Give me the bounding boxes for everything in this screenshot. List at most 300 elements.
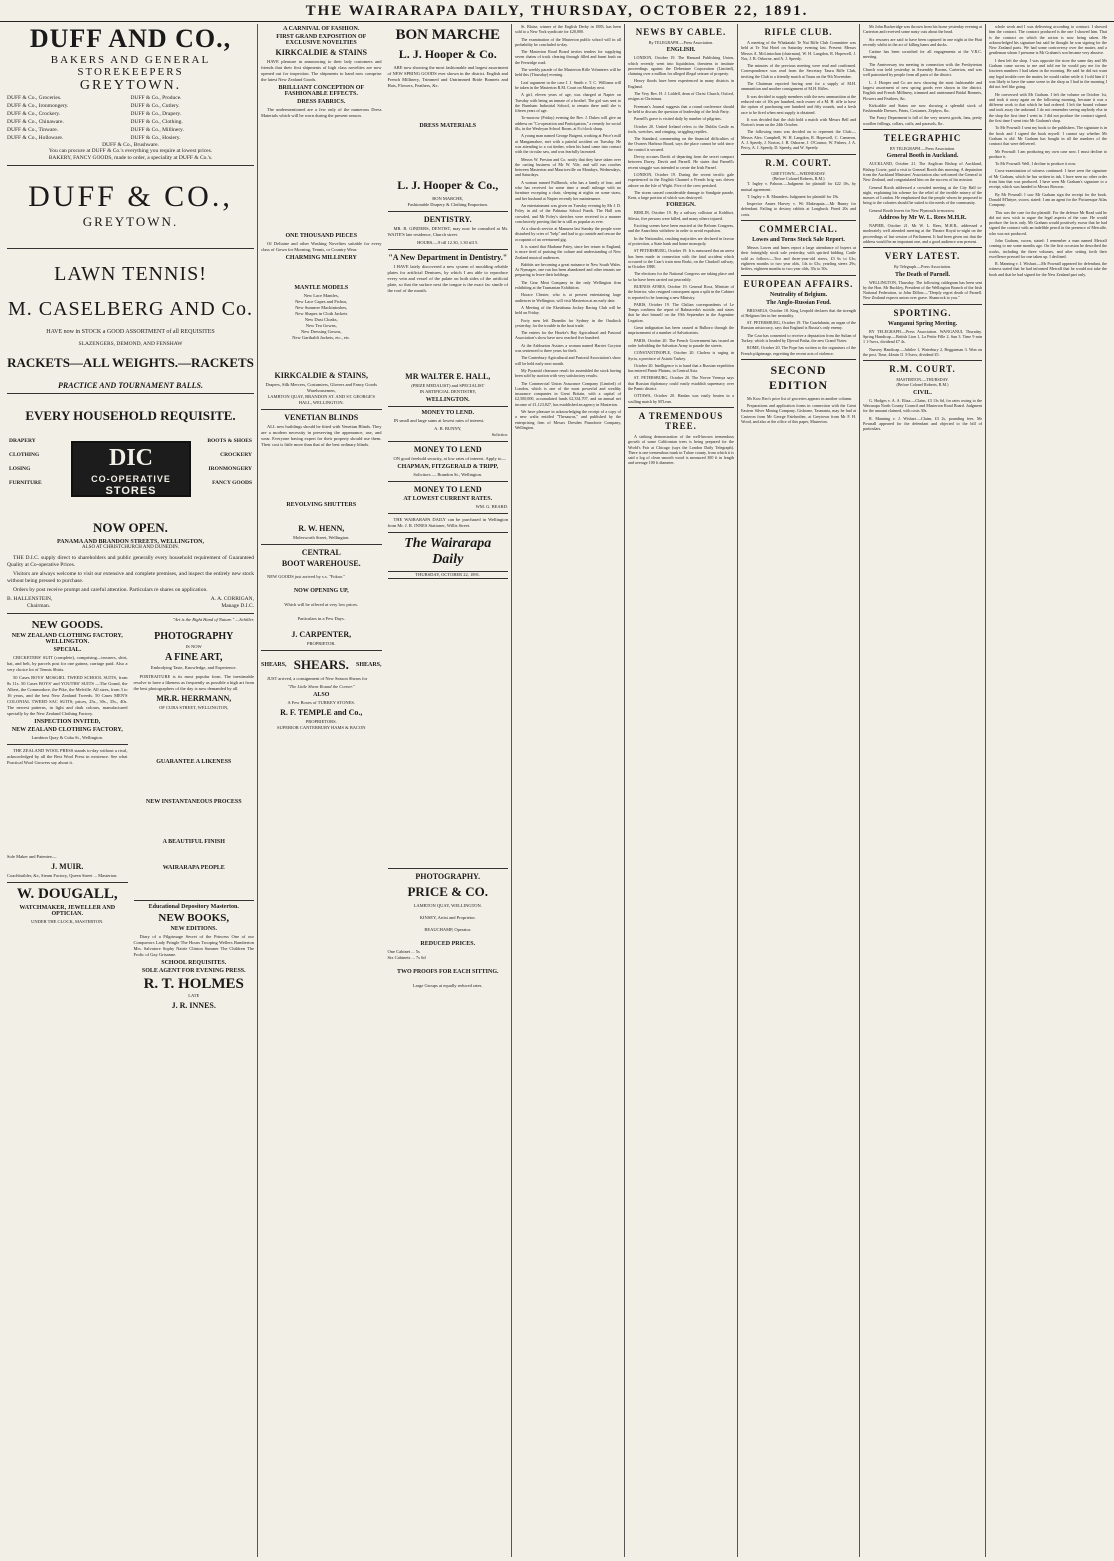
divider bbox=[388, 211, 509, 212]
cable-item: The storm caused considerable damage to Sandgate parade, Kent, a large portion of which was destroyed. bbox=[628, 189, 734, 201]
column-2 bbox=[257, 24, 511, 1557]
cable-item: The elections for the National Congress are taking place and so far have been carried out peaceably. bbox=[628, 271, 734, 282]
local-item: St. Blaise, winner of the English Derby in 1883, has been sold to a New York syndicate for £20,000. bbox=[515, 24, 621, 35]
divider bbox=[388, 441, 509, 442]
cases-text: 50 Cases BOYS' MOSGIEL TWEED SCHOOL SUITS, from 8s 11s. 50 Cases BOYS' and YOUTHS' SUITS —The Grand, the Albert, the Commodore, the Pike, the Melville. All sizes, from 3 to 16 years, and the best New Zealand Tweeds. 50 Cases MEN'S COLONIAL TWEED SAC SUITS; prices, 25s., 30s., 35s., 40s. The newest patterns, in light and dark colours, manufactured specially by the New Zealand Clothing Factory. bbox=[7, 675, 128, 716]
special-heading: SPECIAL. bbox=[53, 647, 81, 653]
household-heading: EVERY HOUSEHOLD REQUISITE. bbox=[25, 408, 236, 423]
nz-factory: NEW ZEALAND CLOTHING FACTORY, bbox=[11, 727, 123, 733]
rm-court-2-sub: MASTERTON.—THURSDAY. bbox=[896, 377, 949, 383]
dic-visitors: Visitors are always welcome to visit our extensive and complete premises, and inspect the entirely new stock without being pressed to purchase. bbox=[7, 571, 254, 584]
photo-quote: "Art is the Right Hand of Nature." —Schiller. bbox=[172, 617, 254, 622]
particulars-text: Particulars in a Few Days. bbox=[297, 616, 345, 621]
sporting-heading: SPORTING. bbox=[893, 307, 952, 318]
cable-item: PARIS, October 20. The French Government has issued an order forbidding the Salvation Army to parade the streets. bbox=[628, 337, 734, 348]
cable-item: LONDON, October 19. During the recent terrific gale experienced in the English Channel a French brig was driven ashore on the Isle of Wight. Five of the crew perished. bbox=[628, 171, 734, 188]
dougall-name: W. DOUGALL, bbox=[16, 886, 118, 902]
kinsey-line: KINSEY, Artist and Proprietor. bbox=[419, 915, 476, 920]
local-item: The Gear Meat Company in the only Wellington firm exhibiting at the Tasmanian Exhibition. bbox=[515, 279, 621, 291]
bunny-title: Solicitor. bbox=[491, 432, 508, 437]
dentistry-hours: HOURS.—9 till 12.30, 1.30 till 5. bbox=[417, 240, 479, 245]
second-edition-heading: SECOND EDITION bbox=[768, 362, 828, 392]
bunny-name: A. B. BUNNY, bbox=[434, 426, 462, 431]
two-proofs: TWO PROOFS FOR EACH SITTING. bbox=[396, 969, 499, 975]
fine-art-heading: A FINE ART, bbox=[164, 652, 223, 663]
cable-item: Freeman's Journal suggests that a round conference should be held to discuss the question of leadership of the Irish Party. bbox=[628, 103, 734, 114]
mantle-list bbox=[261, 293, 382, 341]
reduced-prices: REDUCED PRICES. bbox=[420, 941, 476, 947]
rifle-item: The Chairman reported having sent for a supply of M.H. ammunition and another consignment of M.H. Rifles. bbox=[741, 81, 856, 92]
local-item: The examination of the Masterton public school will in all probability be concluded to-day. bbox=[515, 36, 621, 47]
revolving-shutters: REVOLVING SHUTTERS bbox=[286, 502, 357, 508]
hooper2-address: Fashionable Drapery & Clothing Emporium. bbox=[407, 202, 489, 207]
telegraphic-source: BY TELEGRAPH.—Press Association. bbox=[889, 146, 956, 152]
court-report-item: John Graham, sworn, stated: I remember a man named Metcalf coming to me some months ago. On the first occasion he described the works, including the three volumes, and after setting forth their excellence pressed for one taken up. I declined. bbox=[989, 237, 1107, 259]
col1-lower-right bbox=[134, 617, 255, 1012]
very-latest-heading: VERY LATEST. bbox=[884, 251, 961, 262]
kirkcaldie-text: HAVE pleasure in announcing to their lady customers and friends that their first shipments of high class novelties are now opened out for inspection. The shipments to hand now comprise the latest New Zealand Goods. bbox=[261, 59, 382, 82]
dress-fabrics-heading: DRESS FABRICS. bbox=[297, 99, 346, 105]
dic-left-item: CLOTHING bbox=[9, 452, 40, 458]
rm-court-2-before: (Before Colonel Roberts, R.M.) bbox=[896, 382, 949, 388]
price-address: LAMBTON QUAY, WELLINGTON. bbox=[413, 903, 482, 908]
henn-name: R. W. HENN, bbox=[298, 524, 345, 533]
kirkcaldie2-heading: KIRKCALDIE & STAINS, bbox=[274, 371, 368, 380]
cable-item: BERLIN, October 19. By a railway collision at Kohlfurt, Silesia, five persons were killed, and many others injured. bbox=[628, 210, 734, 221]
commercial-item: Messrs Lowes and Innes report a large attendance of buyers at their fortnightly stock sale yesterday, with spirited bidding. Cattle sold as follows:—Two and three-year-old steers, £3 6s to £3s; eighteen months to two year olds, 14s to £3s; yearling steers 29s; heifers, eighteen months to two year olds, 35s to 50s. bbox=[741, 245, 856, 272]
carpenter-title: PROPRIETOR. bbox=[306, 641, 336, 646]
shears-side-left: SHEARS, bbox=[261, 662, 287, 668]
page-title: THE WAIRARAPA DAILY, THURSDAY, OCTOBER 22, 1891. bbox=[305, 3, 809, 19]
mantle-item: New Summer Mackintoshes, bbox=[295, 305, 348, 310]
divider bbox=[388, 868, 509, 869]
local-item: The Canterbury Agricultural and Pastoral Association's show will be held early next month. bbox=[515, 355, 621, 366]
dic-sig-right bbox=[131, 596, 255, 610]
dic-right-item: FANCY GOODS bbox=[212, 480, 252, 486]
mantle-item: New Dressing Gowns, bbox=[300, 329, 342, 334]
local-item: It is stated that Madame Patey, since her return to England, is more tired of praising the culture and understanding of New Zealand musical audiences. bbox=[515, 243, 621, 260]
carpenter-name: J. CARPENTER, bbox=[291, 630, 352, 639]
shears-text: JUST arrived, a consignment of New Season Shears for bbox=[267, 676, 368, 681]
new-goods-heading: NEW GOODS. bbox=[31, 619, 103, 631]
hooper2-heading: L. J. Hooper & Co., bbox=[397, 178, 499, 192]
shears-heading: SHEARS. bbox=[293, 657, 349, 672]
mantle-item: New Garibaldi Jackets, etc., etc. bbox=[292, 335, 351, 340]
rifle-item: It was decided to supply members with the new ammunition at the reduced rate of 10s per hundred, each owner of a M. H. rifle to have the option of purchasing one hundred and fifty rounds, and a fresh race to be fired when next supply is obtained. bbox=[741, 93, 856, 115]
duff-item: DUFF & Co., Ironmongery. bbox=[7, 103, 69, 109]
caselberg-brands: SLAZENGERS, DEMOND, AND FENSHAW bbox=[78, 341, 183, 347]
booth-heading: General Booth in Auckland. bbox=[886, 153, 959, 160]
local-item: A girl, eleven years of age, was charged at Napier on Tuesday with being an inmate of a brothel. The girl was sent to the Burnham Industrial School, to remain there until she is fifteen years of age. bbox=[515, 92, 621, 114]
civil-heading: CIVIL. bbox=[913, 389, 932, 396]
six-cabinets: Six Cabinets ... 7s 6d bbox=[387, 955, 426, 960]
divider bbox=[7, 744, 128, 745]
new-editions-heading: NEW EDITIONS. bbox=[170, 926, 218, 932]
dic-right-item: IRONMONGERY bbox=[208, 466, 252, 472]
court-item: R. Manning v. J. Wishart.—Claim, £3 2s, pounding fees. Mr Pownall appeared for the defendant and objected to the bill of particulars. bbox=[863, 415, 982, 432]
column-5 bbox=[737, 24, 859, 1557]
venetian-text: ALL new buildings should be fitted with Venetian Blinds. They are a modern necessity in preserving the appearance, use, and wear. Everyone having expert for their property should use them. Their cost is little more than that of the best ordinary blinds. bbox=[261, 424, 382, 447]
column-7 bbox=[985, 24, 1110, 1557]
practice-balls: PRACTICE AND TOURNAMENT BALLS. bbox=[58, 381, 203, 390]
duff-item: DUFF & Co., Drapery. bbox=[130, 111, 182, 117]
dic-orders: Orders by post receive prompt and careful attention. Particulars re shares on application. bbox=[13, 587, 208, 593]
cable-item: The Very Rev. H. J. Liddell, dean of Christ Church, Oxford, resigns at Christmas. bbox=[628, 91, 734, 102]
col2-left bbox=[261, 24, 382, 989]
col2-right bbox=[388, 24, 509, 989]
cable-item: LONDON, October 19. The Hansard Publishing Union, which recently went into liquidation, threatens to institute proceedings against the Debenture Corporation (Limited), claiming over a million for alleged illegal seizure of property. bbox=[628, 55, 734, 77]
cable-item: OTTAWA, October 20. Hanlan was easily beaten in a sculling match by M'Lean. bbox=[628, 393, 734, 404]
duff-item: DUFF & Co., Cutlery. bbox=[130, 103, 180, 109]
little-shear: "The Little Shear Round the Corner." bbox=[287, 684, 355, 689]
local-item: An entertainment was given on Tuesday evening by Mr J. D. Foley in aid of the Pahiatua School Funds. The Hall was crowded, and Mr Foley's sketches were received in a manner conclusively proving that he is still as popular as ever. bbox=[515, 202, 621, 224]
rifle-item: The following team was decided on to represent the Club:— Messrs Alex. Campbell, W. H. Langdon, R. Hopewell, C. Cameron, A. J. Speedy, J. Norton, J. B. Osborne, J. O'Connor, W. Fishers, J. A. Percy, A. J. Speedy, D. Speedy, and W. Speedy. bbox=[741, 129, 856, 151]
dic-logo bbox=[71, 441, 191, 497]
duff2-title: DUFF & CO., bbox=[28, 180, 233, 213]
court-item: T. Ingley v. R. Maunders. Judgment for plaintiff for 18s. bbox=[747, 193, 840, 199]
cable-item: Devoy accuses Davitt of departing from the secret compact between Davey, Davitt and Parnell. He states that Parnell's recent struggle was intended to create the Irish Parnel. bbox=[628, 154, 734, 170]
masthead-header bbox=[0, 0, 1114, 22]
dougall-address: UNDER THE CLOCK, MASTERTON. bbox=[31, 919, 104, 924]
divider bbox=[741, 154, 856, 155]
local-item: A Meeting of the Eketahuna Jockey Racing Club will be held on Friday. bbox=[515, 304, 621, 316]
local-item: We have pleasure in acknowledging the receipt of a copy of a new waltz entitled "Thesaurus," and published by the enterprising firm of Messrs Dresden Pianoforte Company, Wellington. bbox=[515, 409, 621, 430]
column-4 bbox=[624, 24, 737, 1557]
court-item: T. Ingley v. Pahoon.—Judgment for plaintiff for £22 10s, by mutual agreement. bbox=[741, 181, 856, 192]
dic-ad bbox=[7, 427, 254, 517]
dentistry-text: MR. B. GINDERS, DENTIST, may now be consulted at Mr. WAITE'S late residence, Church street. bbox=[387, 226, 508, 237]
rees-heading: Address by Mr W. L. Rees M.H.R. bbox=[878, 215, 967, 222]
cable-item: BUENOS AYRES, October 19. General Roca, Minister of the Interior, who resigned consequent upon a split in the Cabinet is reported to be forming a new Ministry. bbox=[628, 283, 734, 300]
local-item: The Masterton Road Board invites tenders for supplying seven chains of track clearing through filled and burnt bush on the Fernridge road. bbox=[515, 49, 621, 65]
kirkcaldie-heading: KIRKCALDIE & STAINS bbox=[275, 48, 367, 57]
duff-item: DUFF & Co., Groceries. bbox=[7, 95, 62, 101]
dic-logo-stores: STORES bbox=[105, 485, 157, 497]
temple-name: R. F. TEMPLE and Co., bbox=[280, 708, 363, 717]
commercial-heading: COMMERCIAL. bbox=[759, 224, 838, 235]
court-report-item: I then left the shop. I was opposite the store the same day and Mr Graham came across to me and told me he would pay me for the fourteen numbers I had taken in the morning. He said he did not want any legal trouble over the matter, he would rather settle it. I told him if I was likely to have the same scene in the shop as I had in the morning I did not feel like going. bbox=[989, 57, 1107, 90]
masthead-date: THURSDAY, OCTOBER 22, 1891. bbox=[388, 571, 509, 579]
duff-brushware: DUFF & Co., Brushware. bbox=[102, 142, 159, 148]
kirkcaldie2-address: LAMBTON QUAY, BRANDON ST. AND ST. GEORGE'S HALL, WELLINGTON. bbox=[267, 394, 375, 405]
beauchamp-line: BEAUCHAMP, Operator. bbox=[424, 927, 472, 932]
cable-source: By TELEGRAPH.—Press Association. bbox=[648, 40, 714, 45]
sole-agent: SOLE AGENT FOR EVENING PRESS. bbox=[141, 968, 246, 974]
duff-item: DUFF & Co., Holloware. bbox=[7, 135, 64, 141]
europe-item: ST. PETERSBURG, October 19. The Grazhdanin, an organ of the Russian aristocracy, says that England is Russia's only enemy. bbox=[741, 320, 856, 331]
cable-item: Parnell's grave is visited daily by number of pilgrims. bbox=[634, 116, 722, 122]
local-item: A woman named Fullbrook, who has a family of four, and who has received for some time a small mileage with no furniture excepting a chair, sleeping at nights on some straw, and her husband at Napier recently her maintenance. bbox=[515, 179, 621, 201]
rifle-club-heading: RIFLE CLUB. bbox=[764, 27, 833, 37]
money-text-1: IN small and large sums at lowest rates of interest. bbox=[393, 418, 485, 423]
divider bbox=[7, 165, 254, 166]
english-heading: ENGLISH. bbox=[666, 47, 696, 54]
dress-fabrics-text: The undermentioned are a few only of the numerous Dress Materials which will be worn during the present season. bbox=[261, 107, 382, 118]
local-item: At the Ashburton Assizes a woman named Harriet Coryton was sentenced to three years for theft. bbox=[515, 342, 621, 354]
cable-item: In the Nationalist, crushing majorities are declared in favour of protection, a State bank and home monopoly. bbox=[628, 235, 734, 246]
news-by-cable-heading: NEWS BY CABLE. bbox=[635, 27, 727, 37]
duff-subtitle: BAKERS AND GENERAL STOREKEEPERS bbox=[50, 54, 211, 78]
tremendous-tree-heading: A TREMENDOUS TREE. bbox=[638, 410, 724, 431]
col2-grid bbox=[261, 24, 508, 989]
lowest-rates: AT LOWEST CURRENT RATES. bbox=[403, 496, 493, 502]
instantaneous-heading: NEW INSTANTANEOUS PROCESS bbox=[145, 799, 242, 805]
dic-right-list bbox=[207, 437, 252, 487]
bon-marche-heading: BON MARCHE bbox=[395, 27, 501, 43]
rm-court-heading: R.M. COURT. bbox=[765, 157, 832, 168]
central-heading: CENTRAL bbox=[301, 548, 341, 557]
duff-item: DUFF & Co., Chinaware. bbox=[7, 119, 64, 125]
telegraphic-item: AUCKLAND, October 21. The Anglican Bishop of Auckland, Bishop Cowie, paid a visit to General Booth this morning. A deputation from the Auckland Ministers' Association also welcomed the General to New Zealand, and congratulated him on the success of his mission. bbox=[863, 161, 982, 183]
divider bbox=[388, 532, 509, 533]
rm-court-sub: GREYTOWN.—WEDNESDAY. bbox=[771, 170, 826, 176]
divider bbox=[7, 613, 254, 614]
photo-is-now: IS NOW bbox=[185, 644, 202, 649]
holmes-name: R. T. HOLMES bbox=[143, 976, 244, 992]
duff-item: DUFF & Co., Produce. bbox=[130, 95, 182, 101]
photography-heading: PHOTOGRAPHY. bbox=[415, 872, 481, 881]
local-item: My Pyramid clearance result for assembled the stock having been sold by auction with very satisfactory results. bbox=[515, 367, 621, 379]
divider bbox=[134, 900, 255, 901]
cable-item: October 20. Intelligence is to hand that a Russian expedition has entered Pamir Plateau, in Central Asia. bbox=[628, 362, 734, 374]
divider bbox=[863, 360, 982, 361]
local-item: Horace Chester, who is at present entertaining large audiences in Wellington, will visit Masterton at an early date. bbox=[515, 292, 621, 303]
telegraphic-item: General Booth leaves for New Plymouth to-morrow. bbox=[869, 207, 956, 213]
very-latest-source: By Telegraph.—Press Association. bbox=[894, 264, 951, 270]
col1-lower-left bbox=[7, 617, 128, 1012]
chapman-name: CHAPMAN, FITZGERALD & TRIPP, bbox=[397, 464, 499, 470]
lawn-tennis-heading: LAWN TENNIS! bbox=[54, 263, 207, 285]
rm-court-before: (Before Colonel Roberts, R.M.) bbox=[772, 175, 825, 181]
dic-left-item: FURNITURE bbox=[9, 480, 42, 486]
mantle-item: New Dust Cloaks, bbox=[304, 317, 338, 322]
mantle-item: New Lace Capes and Fichus, bbox=[295, 299, 348, 304]
cable-item: ST. PETERSBURG, October 20. The Novoe Vremya says that Russian diplomacy could easily establish supremacy over the Pamir district. bbox=[628, 375, 734, 392]
caselberg-text: HAVE now in STOCK a GOOD ASSORTMENT of all REQUISITES bbox=[46, 329, 215, 335]
dic-left-list bbox=[9, 437, 42, 487]
muir-name: J. MUIR. bbox=[51, 862, 84, 871]
duff-item: DUFF & Co., Crockery. bbox=[7, 111, 61, 117]
chapman-address: Solicitors — Brandon St., Wellington. bbox=[413, 472, 483, 477]
divider bbox=[388, 249, 509, 250]
telegraphic-item: NAPIER, October 21. Mr W. L. Rees, M.H.R., addressed a moderately well attended meeting at the Theatre Royal to-night on the proceedings of last session of Parliament. It had been given out that the address would be an important one, and a good audience was present. bbox=[863, 223, 982, 244]
newspaper-columns bbox=[4, 24, 1110, 1557]
dic-logo-sub: CO-OPERATIVE bbox=[91, 474, 171, 484]
price-name: PRICE & CO. bbox=[407, 884, 489, 899]
educational-depository: Educational Depository Masterton. bbox=[148, 904, 239, 910]
photography-heading: PHOTOGRAPHY bbox=[154, 631, 234, 642]
innes-name: J. R. INNES. bbox=[171, 1001, 216, 1010]
also-label: ALSO bbox=[313, 692, 330, 698]
divider bbox=[863, 129, 982, 130]
local-item: Babbits are becoming a great nuisance in New South Wales. At Nymagee, one run has been abandoned and other tenants are preparing to leave their holdings. bbox=[515, 261, 621, 278]
telegraphic-item: General Booth addressed a crowded meeting at the City Hall to-night, explaining his scheme for the relief of the terrible misery of the masses of London. He emphasised that the people whom he proposed to bring to the colonies should be suited to the needs of the community. bbox=[863, 184, 982, 206]
muir-sub: Sole Maker and Patentee— bbox=[7, 854, 57, 859]
wool-press-text: THE ZEALAND WOOL PRESS stands to-day without a rival, acknowledged by all the Best Wool Press in existence. See what Practical Wool Growers say about it. bbox=[7, 748, 128, 765]
dic-text: THE D.I.C. supply direct to shareholders and public generally every household requirement of Guaranteed Quality at Co-operative Prices. bbox=[7, 555, 254, 568]
column-1 bbox=[4, 24, 257, 1557]
herrmann-sub: OF CUBA STREET, WELLINGTON, bbox=[159, 705, 229, 710]
mantle-item: New Tea Gowns, bbox=[305, 323, 337, 328]
local-item: Leaf argument in the case J. J. Smith v. T. C. Williams will be taken in the Masterton R.M. Court on Monday next. bbox=[515, 79, 621, 90]
europe-item: ROME, October 20. The Pope has written to the organisers of the French pilgrimage, regretting the recent acts of violence. bbox=[741, 345, 856, 356]
hooper-text: ARE now showing the most fashionable and largest assortment of NEW SPRING GOODS ever shown in the district. English and French Millinery, Trimmed and Untrimmed Bride Bonnets and Hats, Flowers, Feathers, &c. bbox=[387, 65, 508, 88]
carnival-heading: A CARNIVAL OF FASHION. bbox=[283, 26, 360, 32]
mantle-item: New Lace Mantles, bbox=[303, 293, 339, 298]
sporting-item: BY TELEGRAPH.—Press Association. WANGANUI, Thursday. Spring Handicap.—British Lion 1, La Petite Fille 2, Sun 3. Time 9 min 1 1-5secs, dividend £7 4s. bbox=[863, 328, 982, 345]
money-text-2: ON good freehold security, at low rates of interest. Apply to— bbox=[393, 456, 506, 461]
offered-text: Which will be offered at very low prices. bbox=[284, 602, 359, 607]
new-books-heading: NEW BOOKS, bbox=[158, 912, 230, 924]
temple-sub: PROPRIETORS. bbox=[305, 719, 337, 724]
paper-notice: THE WAIRARAPA DAILY can be purchased in Wellington from Mr. J. R. INNES Stationer, Willis Street. bbox=[387, 517, 508, 528]
duff-items bbox=[7, 94, 254, 142]
signature-title: Chairman. bbox=[27, 603, 51, 609]
local-item: Cartine has been scratched for all engagements at the V.R.C. meeting. bbox=[863, 49, 982, 60]
divider bbox=[388, 513, 509, 514]
divider bbox=[7, 248, 254, 249]
court-item: Inspector Annes Harvey v. Wi Makeupaia.—Mr Bunny for defendant. Failing to destroy rabbits at Longbush. Fined 20s and costs. bbox=[741, 201, 856, 217]
local-item: L. J. Hooper and Co are now showing the most fashionable and largest assortment of new spring goods ever shown in the district. English and French Millinery, trimmed and untrimmed Bridal Bonnets, Flowers and Feathers, &c. bbox=[863, 79, 982, 101]
rm-court-2-heading: R.M. COURT. bbox=[889, 364, 956, 375]
court-item: G. Hodges v. A. A. Eliza.—Claim, £3 13s 6d, for rates owing to the Wairarapa North County Council and Masterton Road Board. Judgment for the amount claimed, with costs 30s. bbox=[863, 397, 982, 414]
court-report-item: He conversed with Mr Graham. I left the volume on October 1st, and took it away again on the following morning, because it was a different work to that which he had ordered. I left the bound volume and took away the unbound. I do not remember seeing anybody else in the shop the first time I went in. I did not produce the contract signed, the first time I went into Mr Graham's shop. bbox=[989, 91, 1107, 124]
muir-address: Coachbuilder, &c, Steam Factory, Queen Street ... Masterton. bbox=[7, 873, 118, 878]
duff-town: GREYTOWN. bbox=[79, 78, 182, 93]
hooper-heading: L. J. Hooper & Co. bbox=[398, 47, 497, 61]
panama-address: PANAMA AND BRANDON STREETS, WELLINGTON, bbox=[56, 539, 205, 545]
caselberg-name: M. CASELBERG AND Co. bbox=[7, 298, 254, 320]
europe-item: The Czar has consented to receive a deputation from the Sultan of Turkey, which is headed by Djevad Pasha, the new Grand Vizier. bbox=[741, 332, 856, 343]
inspection-invited: INSPECTION INVITED, bbox=[34, 719, 101, 725]
duff-bakery: BAKERY, FANCY GOODS, made to order, a speciality at DUFF & Co.'s. bbox=[48, 155, 213, 161]
parnell-heading: The Death of Parnell. bbox=[895, 271, 950, 278]
guarantee-heading: GUARANTEE A LIKENESS bbox=[156, 759, 232, 765]
divider bbox=[261, 544, 382, 545]
cable-item: The Standard, commenting on the financial difficulties of the Owners Harbour Board, says the place cannot be sold since the control is secured. bbox=[628, 136, 734, 152]
herrmann-name: MR.R. HERRMANN, bbox=[156, 694, 232, 703]
money-lend-1: MONEY TO LEND. bbox=[421, 410, 474, 416]
divider bbox=[7, 393, 254, 394]
beard-name: WM. G. BEARD. bbox=[475, 504, 508, 509]
latest-item: WELLINGTON, Thursday. The following cablegram has been sent by the Hon. Mr Buckley, President of the Wellington Branch of the Irish National Federation, to John Dillon:—"Deeply regret death of Parnell. New Zealand expects union over grave. Shamrock to you." bbox=[863, 279, 982, 301]
nz-clothing-factory: NEW ZEALAND CLOTHING FACTORY, WELLINGTON. bbox=[11, 633, 123, 645]
cable-item: Exciting scenes have been enacted at the Reform Congress, and the Anarchists withdrew in order to avoid expulsion. bbox=[628, 223, 734, 234]
new-goods-text: NEW GOODS just arrived by s.s. "Fokoo." bbox=[267, 574, 346, 579]
anglo-russian-sub: The Anglo-Russian Feud. bbox=[766, 299, 831, 306]
first-grand-exposition: FIRST GRAND EXPOSITION OF EXCLUSIVE NOVELTIES bbox=[276, 34, 367, 46]
one-thousand-text: Of Deliaine and other Washing Novelties suitable for every class of Gown for Morning, Tennis, or Country Wear. bbox=[261, 241, 382, 252]
local-item: A young man named George Baigent, working at Price's mill at Mangamahoe, met with a painful accident on Tuesday. He was attending to a cut timber, when his hand came into contact with the circular saw, and was fearfully lacerated. bbox=[515, 133, 621, 155]
mantle-item: New Shapes in Cloth Jackets bbox=[295, 311, 348, 316]
charming-millinery: CHARMING MILLINERY bbox=[285, 255, 357, 261]
court-report-item: whole work and I was delivering according to contract. I showed him the contract. The contract produced is the one I showed him. That is the contract on which the action is now being taken. He acknowledged his signature but said he thought he was signing for the New Zealand parts. We had some controversy over the matter, and a gentleman whom I presume is Mr Graham's son became very abusive. bbox=[989, 24, 1107, 56]
signature-title: Manage D.I.C. bbox=[221, 603, 254, 609]
local-item: The Fancy Department is full of the very newest goods, fans, pretty woollen frillings, collars, cuffs, and parasols, &c. bbox=[863, 115, 982, 126]
one-thousand-heading: ONE THOUSAND PIECES bbox=[285, 233, 358, 239]
local-item: The Anniversary tea meeting in connection with the Presbyterian Church was held yesterday in Assembly Rooms, Carterton, and was well patronised by people from all parts of the district. bbox=[863, 61, 982, 78]
cable-item: October 20. United Ireland refers to the Dublin Castle as fools, wretches, and cringing, wriggling reptiles. bbox=[628, 123, 734, 134]
dic-left-item: DRAPERY bbox=[9, 438, 36, 444]
lambton-address: Lambton Quay & Cuba St., Wellington. bbox=[31, 735, 104, 740]
now-opening: NOW OPENING UP, bbox=[293, 588, 349, 594]
cable-item: ST PETERSBURG, October 19. It is rumoured that an arrest has been made in connection with the fatal accident which occurred to the Czar's train near Borki, on the Charkoff railway, in October 1888. bbox=[628, 248, 734, 270]
rackets-heading: RACKETS—ALL WEIGHTS.—RACKETS bbox=[7, 355, 254, 370]
now-open: NOW OPEN. bbox=[93, 520, 168, 535]
hall-specialty: IN ARTIFICIAL DENTISTRY, bbox=[419, 389, 477, 394]
local-item: Messrs W. Preston and Co. notify that they have taken over the carting business of Mr W. Vile, and will run coaches between Masterton and Mauriceville on Mondays, Wednesdays, and Saturdays. bbox=[515, 156, 621, 178]
dress-materials: DRESS MATERIALS bbox=[419, 123, 477, 129]
cable-item: CONSTANTINOPLE, October 20. Cholera is raging in Syria, a province of Asiatic Turkey. bbox=[628, 350, 734, 361]
wairarapa-people: WAIRARAPA PEOPLE bbox=[162, 865, 225, 871]
local-item: To-morrow (Friday) evening the Rev. J. Dukes will give an address on "Co-operation and Participation," a remedy for social ills, in the Wesleyan School Room, at 8 o'clock sharp. bbox=[515, 115, 621, 132]
masthead-title: The Wairarapa Daily bbox=[404, 536, 492, 567]
local-item: Forty men left Dunedin for Sydney in the Oualtock yesterday, for the trouble in the boat trade. bbox=[515, 317, 621, 328]
court-report-item: Cross-examination of witness continued: I have seen the signature of Mr Graham, which he has written in ink. I have seen no other order from him that was produced. I have seen Mr Graham's signature to a receipt, which was handed to Messrs Bowron. bbox=[989, 168, 1107, 190]
local-item: Six rescuers are said to have been captured in one night at the Hutt recently whilst in the act of killing hams and ducks. bbox=[863, 36, 982, 47]
duff-item: DUFF & Co., Hosiery. bbox=[130, 135, 181, 141]
panama-sub: ALSO AT CHRISTCHURCH AND DUNEDIN. bbox=[82, 545, 179, 550]
divider bbox=[741, 275, 856, 276]
holmes-late: LATE bbox=[188, 993, 200, 998]
dougall-sub: WATCHMAKER, JEWELLER AND OPTICIAN. bbox=[19, 905, 116, 917]
tree-text: A striking demonstration of the well-known tremendous growth of some Californian trees is being prepared for the World's Fair at Chicago (says the London Daily Telegraph). There is one tremendous trunk in Tulare county, from which it is said a log of clean smooth wood is measured 300 ft in length and average 100 ft diameter. bbox=[628, 433, 734, 466]
local-item: The Commercial Union Assurance Company (Limited) of London, which is one of the most powerful and wealthy insurance companies in Great Britain, with a capital of £2,500,000, accumulated funds £2,334,707, and an annual net income of £1,123,827, has established an agency in Masterton. bbox=[515, 380, 621, 407]
hall-city: WELLINGTON. bbox=[425, 397, 470, 403]
duff-item: DUFF & Co., Clothing. bbox=[130, 119, 183, 125]
beautiful-finish: A BEAUTIFUL FINISH bbox=[162, 839, 225, 845]
shears-side-right: SHEARS, bbox=[355, 662, 382, 668]
hall-sub: (PRIZE MEDALIST) and SPECIALIST bbox=[411, 383, 485, 388]
duff-items-right bbox=[131, 94, 255, 142]
rifle-item: The minutes of the previous meeting were read and confirmed. Correspondence was read from the Secretary Tauru Rifle Club, inviting the Club to a friendly match at Tauru on the 9th November. bbox=[741, 63, 856, 79]
signature-name: A. A. CORRIGAN, bbox=[210, 596, 254, 602]
money-lend-3: MONEY TO LEND bbox=[413, 485, 482, 494]
cable-item: Great indignation has been caused at Bulboro through the imprisonment of a number of Salvationists. bbox=[628, 325, 734, 336]
henn-address: Molesworth Street, Wellington. bbox=[292, 535, 350, 540]
venetian-heading: VENETIAN BLINDS bbox=[284, 413, 359, 422]
boot-warehouse-heading: BOOT WAREHOUSE. bbox=[281, 559, 361, 568]
divider bbox=[741, 359, 856, 360]
local-item: Kirkcaldie and Stains are now showing a splendid stock of Fashionable Dresses, Prints, Costumes, Zephyrs, &c. bbox=[863, 102, 982, 114]
brilliant-heading: BRILLIANT CONCEPTION OF FASHIONABLE EFFECTS. bbox=[278, 85, 365, 97]
wanganui-sub: Wanganui Spring Meeting. bbox=[887, 320, 958, 327]
court-report-item: R. Manning v. J. Wishart.—Mr Pownall appeared for defendant, the witness stated that he had informed Metcalf that he would not take the book and that he had signed for the New Zealand part only. bbox=[989, 261, 1107, 277]
shears-heading-row bbox=[261, 654, 382, 676]
court-report-item: To Mr Pownall: I sent my book to the publishers. The signature is in the book and I signed the book myself. I cannot say whether Mr Graham is old. Mr Graham has bought in all the numbers of the contract that were delivered. bbox=[989, 125, 1107, 147]
mantle-models: MANTLE MODELS bbox=[294, 285, 349, 291]
hooper2-sub: BON MARCHE, bbox=[432, 196, 464, 201]
local-item: Mr John Buckeridge was thrown from his horse yesterday evening at Carterton and received some nasty cuts about the head. bbox=[863, 24, 983, 35]
col1-lower bbox=[7, 617, 254, 1012]
divider bbox=[261, 409, 382, 410]
rifle-item: It was decided that the club hold a match with Messrs Bell and Norton's team on the 24th October. bbox=[741, 116, 856, 128]
local-item: At a church service at Manurea last Sunday the people were disturbed by cries of "help" and had to go outside and rescue the occupants of an overturned gig. bbox=[515, 226, 621, 242]
foreign-heading: FOREIGN. bbox=[666, 202, 696, 209]
court-report-item: To Mr Pownall: Well, I decline to produce it now. bbox=[995, 161, 1077, 167]
belgium-sub: Neutrality of Belgium. bbox=[769, 291, 828, 298]
dic-right-item: CROCKERY bbox=[220, 452, 252, 458]
divider bbox=[741, 220, 856, 221]
divider bbox=[388, 406, 509, 407]
court-report-item: Mr Pownall: I am producing my own case now. I must decline to produce it. bbox=[989, 148, 1107, 159]
second-edition-item: Preparations and application forms in connection with the Great Eastern Silver Mining Company, Gisborne, Tasmania, may be had at Casteron from Mr George Fairbrother, at Greytown from Mr F. H. Wood, and also at the office of this paper, Masterton. bbox=[741, 403, 856, 425]
local-item: The weekly parade of the Masterton Rifle Volunteers will be held this (Thursday) evening. bbox=[515, 67, 621, 78]
column-6 bbox=[859, 24, 985, 1557]
rifle-item: A meeting of the Whakataki Te Nui Rifle Club Committee was held at Te Nui Hotel on Saturday evening last. Present: Messrs Messrs A. McLintochan (chairman), W. H. Langdon, R. Hopewell, J. Nor, J. B. Osborne, and A. J. Speedy. bbox=[741, 40, 856, 61]
photo-embodying: Embodying Taste, Knowledge, and Experience. bbox=[150, 665, 237, 670]
second-edition-item: Mr Kow Reo's price list of groceries appears in another column. bbox=[747, 395, 852, 401]
